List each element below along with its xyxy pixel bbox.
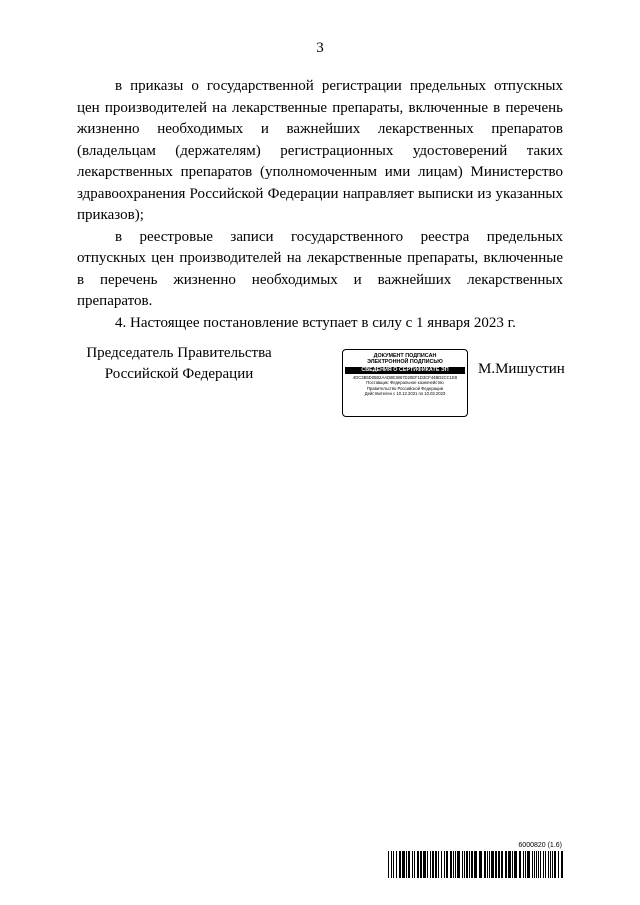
stamp-line1: ДОКУМЕНТ ПОДПИСАН [373,353,437,359]
document-body [77,76,563,334]
paragraph-registry: в реестровые записи государственного реестра предельных отпускных цен производителей на лекарственные препараты, включенные в перечень жизненно необходимых и важнейших лекарственных препаратов. [77,228,563,309]
signatory-title-line1: Председатель Правительства [86,345,272,361]
stamp-heading [343,353,467,366]
stamp-issuer: Поставщик: Федеральное казначейство [366,380,444,386]
signer-name: М.Мишустин [478,361,565,377]
paragraph-effective-date: 4. Настоящее постановление вступает в силу с 1 января 2023 г. [115,314,516,331]
stamp-certificate-band: СВЕДЕНИЯ О СЕРТИФИКАТЕ ЭП [345,367,465,374]
stamp-owner: Правительство Российской Федерации [366,385,444,391]
barcode [388,851,563,878]
stamp-serial: 4DC3B5D05B2AAD8E3867D20EF1D3CF44BD2CC1E8 [352,374,458,380]
barcode-code: 6000820 (1.6) [518,842,562,849]
signature-block [0,343,640,423]
paragraph-orders: в приказы о государственной регистрации предельных отпускных цен производителей на лекарственные препараты, включенные в перечень жизненно необходимых и важнейших лекарственных препаратов (владельцам (держателям) регистрационных удостоверений таких лекарственных препаратов (уполномоченным ими лицам) Министерство здравоохранения Российской Федерации направляет выписки из указанных приказов); [77,78,563,223]
stamp-validity: Действителен с 10.12.2021 по 10.03.2023 [364,391,446,397]
page-number: 3 [316,40,324,56]
stamp-line2: ЭЛЕКТРОННОЙ ПОДПИСЬЮ [367,359,443,366]
signatory-title [74,343,284,385]
electronic-signature-stamp [342,349,468,417]
signatory-title-line2: Российской Федерации [104,366,254,382]
